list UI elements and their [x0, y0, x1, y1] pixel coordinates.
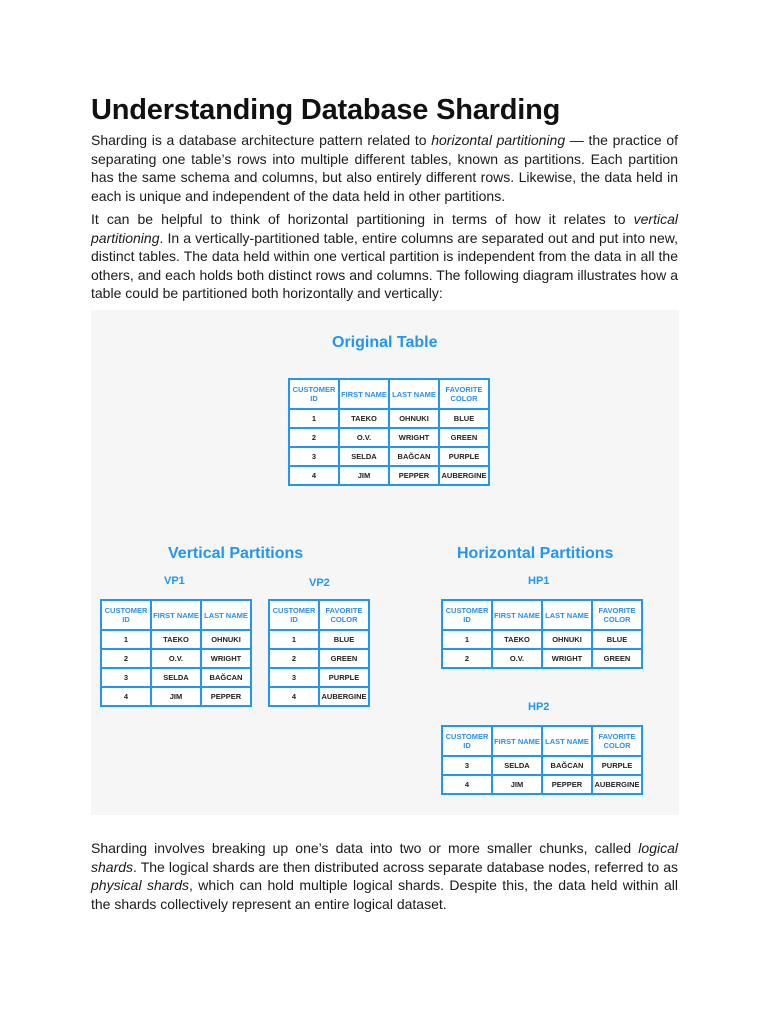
table-cell: SELDA [151, 668, 201, 687]
table-cell: 4 [442, 775, 492, 794]
table-cell: O.V. [151, 649, 201, 668]
column-header: CUSTOMER ID [101, 600, 151, 630]
table-row [269, 668, 369, 687]
p3-emphasis-logical: logical shards [91, 840, 678, 875]
table-cell: 3 [442, 756, 492, 775]
table-cell: OHNUKI [201, 630, 251, 649]
table-cell: O.V. [339, 428, 389, 447]
table-cell: TAEKO [492, 630, 542, 649]
table-cell: AUBERGINE [319, 687, 369, 706]
p2-emphasis: vertical partitioning [91, 211, 678, 246]
table-cell: WRIGHT [542, 649, 592, 668]
column-header: FIRST NAME [492, 726, 542, 756]
table-header-row [101, 600, 251, 630]
table-cell: AUBERGINE [439, 466, 489, 485]
column-header: FIRST NAME [492, 600, 542, 630]
column-header: FAVORITE COLOR [439, 379, 489, 409]
intro-paragraph [91, 131, 678, 205]
vertical-partitioning-paragraph [91, 210, 678, 303]
table-cell: PURPLE [319, 668, 369, 687]
table-row [442, 649, 642, 668]
table-cell: BLUE [439, 409, 489, 428]
column-header: FAVORITE COLOR [592, 726, 642, 756]
p3-text-c: . The logical shards are then distributed across separate database nodes, referred to as [133, 858, 678, 875]
table-cell: 4 [289, 466, 339, 485]
column-header: CUSTOMER ID [269, 600, 319, 630]
table-cell: BAĞCAN [542, 756, 592, 775]
table-row [289, 409, 489, 428]
table-cell: 1 [289, 409, 339, 428]
vp2-label: VP2 [309, 577, 330, 589]
table-cell: 2 [442, 649, 492, 668]
table-cell: BLUE [319, 630, 369, 649]
table-cell: SELDA [339, 447, 389, 466]
column-header: CUSTOMER ID [289, 379, 339, 409]
hp1-label: HP1 [528, 575, 550, 587]
table-header-row [269, 600, 369, 630]
column-header: LAST NAME [201, 600, 251, 630]
table-cell: PEPPER [542, 775, 592, 794]
table-cell: 4 [269, 687, 319, 706]
hp2-table [441, 725, 643, 795]
page-title: Understanding Database Sharding [91, 94, 561, 126]
partitioning-diagram [91, 310, 679, 815]
table-cell: 4 [101, 687, 151, 706]
original-table-title: Original Table [332, 334, 438, 351]
table-cell: PURPLE [439, 447, 489, 466]
p1-text-c: — the practice of separating one table’s rows into multiple different tables, known as partitions. Each partition has the same schema and columns, but also entirely different rows. Likewise, the data held in each is unique and independent of the data held in other partitions. [91, 132, 679, 204]
table-cell: 2 [289, 428, 339, 447]
table-header-row [442, 726, 642, 756]
table-row [269, 630, 369, 649]
table-cell: OHNUKI [542, 630, 592, 649]
table-cell: TAEKO [151, 630, 201, 649]
p1-emphasis: horizontal partitioning [431, 132, 566, 148]
column-header: CUSTOMER ID [442, 726, 492, 756]
column-header: LAST NAME [542, 600, 592, 630]
horizontal-partitions-title: Horizontal Partitions [457, 545, 614, 562]
table-cell: BAĞCAN [389, 447, 439, 466]
table-cell: WRIGHT [201, 649, 251, 668]
table-cell: O.V. [492, 649, 542, 668]
column-header: LAST NAME [542, 726, 592, 756]
table-row [101, 649, 251, 668]
table-row [269, 687, 369, 706]
vertical-partitions-title: Vertical Partitions [168, 545, 304, 562]
table-cell: JIM [492, 775, 542, 794]
table-row [442, 756, 642, 775]
table-row [289, 428, 489, 447]
table-row [269, 649, 369, 668]
table-header-row [442, 600, 642, 630]
column-header: FIRST NAME [151, 600, 201, 630]
table-header-row [289, 379, 489, 409]
original-table [288, 378, 490, 486]
vp1-table [100, 599, 252, 707]
p2-text-c: . In a vertically-partitioned table, entire columns are separated out and put into new, distinct tables. The data held within one vertical partition is independent from the data in all the others, and each holds both distinct rows and columns. The following diagram illustrates how a table could be partitioned both horizontally and vertically: [91, 229, 678, 301]
table-row [101, 630, 251, 649]
table-cell: PEPPER [389, 466, 439, 485]
table-cell: GREEN [319, 649, 369, 668]
table-cell: 1 [442, 630, 492, 649]
table-cell: 2 [269, 649, 319, 668]
table-cell: BLUE [592, 630, 642, 649]
table-row [101, 668, 251, 687]
table-row [289, 466, 489, 485]
table-row [442, 630, 642, 649]
table-cell: 3 [289, 447, 339, 466]
table-cell: AUBERGINE [592, 775, 642, 794]
p3-text-e: , which can hold multiple logical shards. Despite this, the data held within all the shards collectively represent an entire logical dataset. [91, 877, 678, 912]
vp2-table [268, 599, 370, 707]
table-cell: 3 [101, 668, 151, 687]
table-row [442, 775, 642, 794]
table-cell: TAEKO [339, 409, 389, 428]
hp2-label: HP2 [528, 701, 550, 713]
table-cell: 1 [101, 630, 151, 649]
table-cell: GREEN [592, 649, 642, 668]
p2-text-a: It can be helpful to think of horizontal partitioning in terms of how it relates to [91, 211, 634, 227]
column-header: LAST NAME [389, 379, 439, 409]
hp1-table [441, 599, 643, 669]
table-cell: BAĞCAN [201, 668, 251, 687]
table-cell: 3 [269, 668, 319, 687]
p3-emphasis-physical: physical shards [91, 877, 190, 893]
table-row [289, 447, 489, 466]
table-cell: SELDA [492, 756, 542, 775]
p3-text-a: Sharding involves breaking up one’s data into two or more smaller chunks, called [91, 840, 639, 856]
sharding-paragraph [91, 839, 678, 913]
table-row [101, 687, 251, 706]
table-cell: WRIGHT [389, 428, 439, 447]
table-cell: 2 [101, 649, 151, 668]
table-cell: JIM [151, 687, 201, 706]
vp1-label: VP1 [164, 575, 185, 587]
column-header: FIRST NAME [339, 379, 389, 409]
column-header: CUSTOMER ID [442, 600, 492, 630]
table-cell: 1 [269, 630, 319, 649]
table-cell: PURPLE [592, 756, 642, 775]
column-header: FAVORITE COLOR [592, 600, 642, 630]
table-cell: OHNUKI [389, 409, 439, 428]
column-header: FAVORITE COLOR [319, 600, 369, 630]
p1-text-a: Sharding is a database architecture pattern related to [91, 132, 432, 148]
table-cell: JIM [339, 466, 389, 485]
table-cell: GREEN [439, 428, 489, 447]
table-cell: PEPPER [201, 687, 251, 706]
